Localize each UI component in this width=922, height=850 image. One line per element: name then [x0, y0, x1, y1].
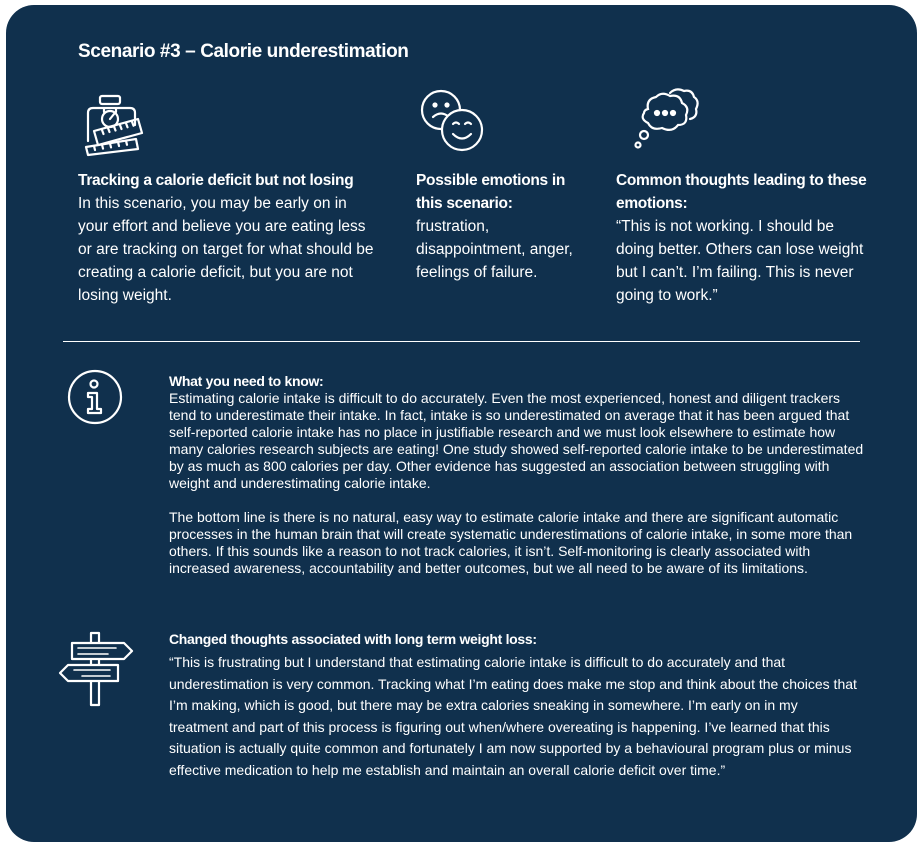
- signpost-icon: [58, 631, 134, 707]
- emotions-faces-icon: [418, 87, 486, 155]
- section-divider: [63, 341, 860, 342]
- scenario-card: [6, 5, 917, 842]
- thought-bubble-icon: [632, 85, 702, 153]
- section-heading: What you need to know:: [169, 373, 324, 389]
- column-heading: Common thoughts leading to these emotions:: [616, 172, 867, 212]
- column-heading: Tracking a calorie deficit but not losing: [78, 172, 354, 189]
- page-title: Scenario #3 – Calorie underestimation: [78, 41, 409, 62]
- changed-thoughts-section: [169, 631, 859, 781]
- paragraph: The bottom line is there is no natural, easy way to estimate calorie intake and there are significant automatic processes in the human brain that will create systematic underestimations of calorie intake, in some more than others. If this sounds like a reason to not track calories, it isn’t. Self-monitoring is clearly associated with increased awareness, accountability and better outcomes, but we all need to be aware of its limitations.: [169, 509, 853, 576]
- info-icon: [67, 369, 123, 425]
- emotions-column: [416, 169, 576, 284]
- scale-tape-measure-icon: [80, 93, 146, 159]
- column-body: “This is not working. I should be doing better. Others can lose weight but I can’t. I’m failing. This is never going to work.”: [616, 218, 864, 304]
- column-heading: Possible emotions in this scenario:: [416, 172, 566, 212]
- column-body: In this scenario, you may be early on in your effort and believe you are eating less or are tracking on target for what should be creating a calorie deficit, but you are not losing weight.: [78, 195, 374, 304]
- know-section: [169, 373, 869, 577]
- thoughts-column: [616, 169, 876, 307]
- scenario-column: [78, 169, 378, 307]
- paragraph: Estimating calorie intake is difficult to do accurately. Even the most experienced, honest and diligent trackers tend to underestimate their intake. In fact, intake is so underestimated on average that it has been argued that self-reported calorie intake has no place in justifiable research and we must look elsewhere to estimate how many calories research subjects are eating! One study showed self-reported calorie intake to be underestimated by as much as 800 calories per day. Other evidence has suggested an association between struggling with weight and underestimating calorie intake.: [169, 390, 864, 491]
- column-body: frustration, disappointment, anger, feelings of failure.: [416, 218, 573, 281]
- changed-thought-quote: “This is frustrating but I understand that estimating calorie intake is difficult to do accurately and that underestimation is very common. Tracking what I’m eating does make me stop and think about the choices that I’m making, which is good, but there may be extra calories sneaking in somewhere. I’m early on in my treatment and part of this process is figuring out when/where overeating is happening. I’ve learned that this situation is actually quite common and fortunately I am now supported by a behavioural program plus or minus effective medication to help me establish and maintain an overall calorie deficit over time.”: [169, 654, 857, 778]
- section-heading: Changed thoughts associated with long term weight loss:: [169, 631, 537, 647]
